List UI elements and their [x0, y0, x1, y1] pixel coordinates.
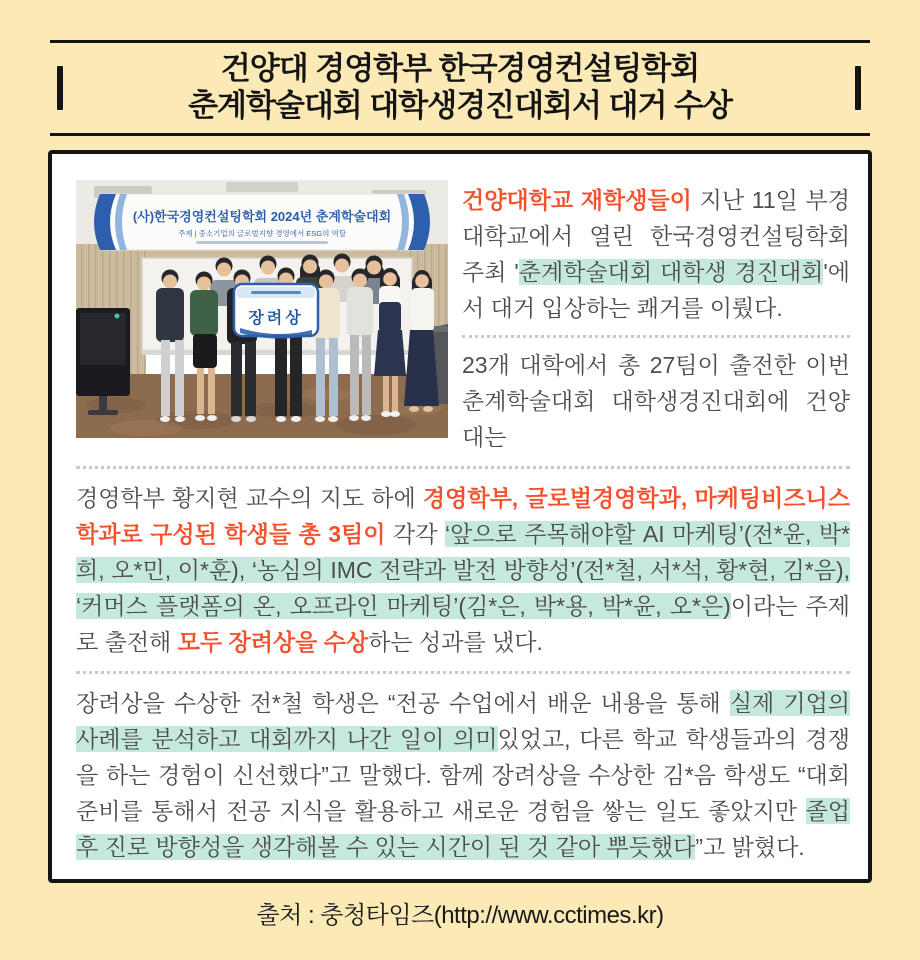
text-segment-normal: 하는 성과를 냈다.: [368, 629, 543, 655]
dotted-divider: [76, 671, 850, 674]
text-segment-highlight: 춘계학술대회 대학생 경진대회: [518, 259, 824, 285]
photo-award-sign: [234, 284, 318, 339]
article-paragraph-3: [76, 480, 850, 660]
text-segment-red: 건양대학교 재학생들이: [462, 187, 692, 213]
article-top-row: [76, 180, 850, 455]
text-segment-highlight: ‘앞으로 주목해야할 AI 마케팅’(전*윤, 박*희, 오*민, 이*훈), ‘농심의 IMC 전략과 발전 방향성’(전*철, 서*석, 황*현, 김*음), ‘커머스 플랫폼의 온, 오프라인 마케팅’(김*은, 박*용, 박*윤, 오*은): [76, 521, 851, 619]
article-card: [48, 150, 872, 883]
article-lead-column: [462, 180, 850, 455]
text-segment-highlight: 실제 기업의 사례를 분석하고 대회까지 나간 일이 의미: [76, 690, 851, 752]
text-segment-normal: '에서 대거 입상하는 쾌거를 이뤘다.: [462, 259, 850, 321]
title-left-bar: [57, 66, 63, 110]
text-segment-normal: ”고 밝혔다.: [695, 834, 805, 860]
source-credit: 출처 : 충청타임즈(http://www.cctimes.kr): [256, 902, 664, 929]
award-photo: [76, 180, 448, 438]
text-segment-normal: 각각: [385, 521, 445, 547]
text-segment-normal: 23개 대학에서 총 27팀이 출전한 이번 춘계학술대회 대학생경진대회에 건양대는: [462, 352, 850, 450]
dotted-divider: [76, 466, 850, 469]
text-segment-red: 모두 장려상을 수상: [177, 629, 369, 655]
award-photo-illustration: [76, 180, 448, 438]
article-paragraph-2: [462, 347, 850, 455]
text-segment-normal: 장려상을 수상한 전*철 학생은 “전공 수업에서 배운 내용을 통해: [76, 690, 730, 716]
text-segment-normal: 이라는 주제로 출전해: [76, 593, 850, 655]
photo-award-sign-label: 장려상: [248, 310, 304, 327]
news-card-page: [0, 40, 920, 960]
text-segment-normal: 있었고, 다른 학교 학생들과의 경쟁을 하는 경험이 신선했다”고 말했다. 함께 장려상을 수상한 김*음 학생도 “대회 준비를 통해서 전공 지식을 활용하고 새로운 경험을 쌓는 일도 좋았지만: [76, 726, 850, 824]
photo-banner-title: (사)한국경영컨설팅학회 2024년 춘계학술대회: [132, 209, 392, 224]
article-paragraph-1: [462, 182, 850, 326]
text-segment-red: 경영학부, 글로벌경영학과, 마케팅비즈니스학과로 구성된 학생들 총 3팀이: [76, 485, 850, 547]
text-segment-highlight: 졸업 후 진로 방향성을 생각해볼 수 있는 시간이 된 것 같아 뿌듯했다: [76, 798, 850, 860]
dotted-divider: [462, 335, 850, 338]
article-paragraph-4: [76, 685, 850, 865]
title-right-bar: [855, 66, 861, 110]
page-title-line1: 건양대 경영학부 한국경영컨설팅학회: [220, 51, 700, 86]
text-segment-normal: 경영학부 황지현 교수의 지도 하에: [76, 485, 423, 511]
page-title: [50, 50, 870, 124]
card-header: [50, 40, 870, 136]
photo-banner: [94, 194, 430, 250]
text-segment-normal: 지난 11일 부경대학교에서 열린 한국경영컨설팅학회 주최 ': [462, 187, 850, 285]
photo-banner-subtitle: 주제 | 중소기업의 글로벌지향 경영에서 ESG의 역할: [178, 229, 346, 238]
page-title-line2: 춘계학술대회 대학생경진대회서 대거 수상: [188, 88, 732, 123]
